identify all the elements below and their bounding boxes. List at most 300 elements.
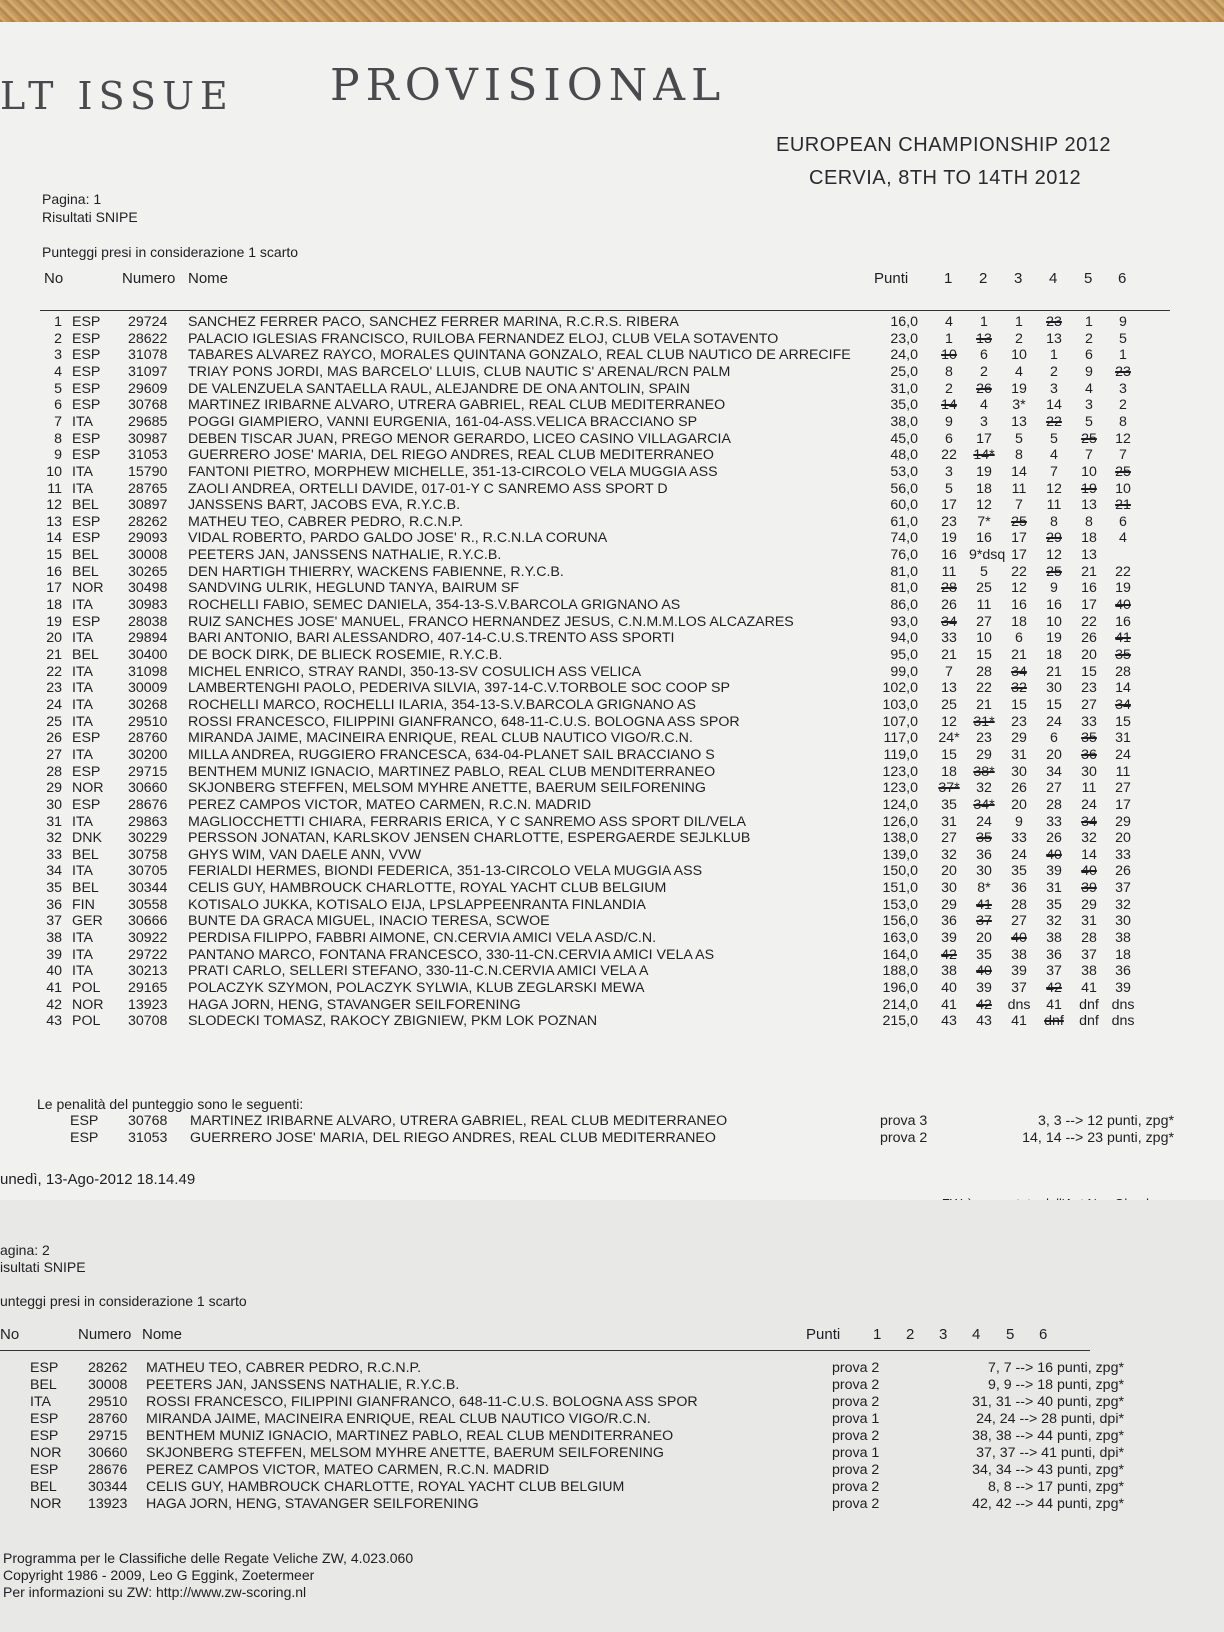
race-6-score: 9: [1119, 314, 1127, 330]
penalty-detail: 9, 9 --> 18 punti, zpg*: [987, 1377, 1124, 1393]
rank: 33: [46, 846, 62, 863]
sail-number: 30922: [128, 930, 168, 946]
race-3-score: 32: [1011, 680, 1027, 697]
total-points: 196,0: [882, 980, 918, 996]
race-1-score: 31: [941, 813, 957, 830]
nation: ITA: [72, 946, 94, 963]
header-punti: Punti: [874, 270, 909, 287]
total-points: 81,0: [890, 563, 918, 580]
nation: ITA: [72, 413, 94, 430]
header-r1: 1: [873, 1326, 882, 1343]
race-6-score: 38: [1115, 930, 1131, 946]
sail-number: 30008: [128, 547, 168, 564]
sail-number: 30768: [128, 397, 168, 414]
race-1-score: 42: [941, 946, 957, 963]
sail-number: 30268: [128, 697, 168, 713]
race-4-score: 2: [1050, 363, 1058, 380]
nation: ITA: [72, 697, 94, 713]
race-6-score: 16: [1115, 613, 1131, 630]
race-1-score: 6: [945, 430, 953, 447]
sail-number: 29724: [128, 314, 168, 330]
crew-club: SKJONBERG STEFFEN, MELSOM MYHRE ANETTE, BAERUM SEILFORENING: [146, 1445, 664, 1461]
penalty-detail: 24, 24 --> 28 punti, dpi*: [976, 1411, 1124, 1427]
race-2-score: 23: [976, 730, 992, 747]
sail-number: 30344: [128, 880, 168, 897]
race-1-score: 4: [945, 314, 953, 330]
penalty-detail: 8, 8 --> 17 punti, zpg*: [987, 1479, 1124, 1495]
nation: ESP: [72, 380, 101, 397]
race-2-score: 27: [976, 613, 992, 630]
race-6-score: 31: [1115, 730, 1131, 747]
race-1-score: 33: [941, 630, 957, 647]
total-points: 94,0: [890, 630, 918, 647]
header-r4: 4: [1049, 270, 1058, 287]
sail-number: 30400: [128, 647, 168, 663]
race-1-score: 12: [941, 713, 957, 730]
header-r6: 6: [1118, 270, 1127, 287]
race-3-score: 40: [1011, 930, 1027, 946]
sail-number: 30213: [128, 963, 168, 980]
rank: 38: [46, 930, 62, 946]
total-points: 48,0: [890, 447, 918, 464]
penalty-row: [0, 1377, 1224, 1394]
sail-number: 30344: [88, 1479, 128, 1495]
race-2-score: 24: [976, 813, 992, 830]
race-2-score: 20: [976, 930, 992, 946]
sail-number: 29510: [88, 1394, 128, 1410]
race-3-score: 36: [1011, 880, 1027, 897]
race-1-score: 9: [945, 413, 953, 430]
race-3-score: 10: [1011, 347, 1027, 364]
race-3-score: 28: [1011, 896, 1027, 913]
race-2-score: 32: [976, 780, 992, 797]
rank: 6: [54, 397, 62, 414]
sail-number: 29093: [128, 530, 168, 547]
rank: 40: [46, 963, 62, 980]
race-2-score: 26: [976, 380, 992, 397]
race-4-score: 9: [1050, 580, 1058, 597]
total-points: 16,0: [890, 314, 918, 330]
race-2-score: 21: [976, 697, 992, 713]
page-number: Pagina: 1: [42, 191, 102, 207]
sail-number: 30660: [88, 1445, 128, 1461]
nation: BEL: [72, 846, 99, 863]
race-1-score: 36: [941, 913, 957, 930]
total-points: 117,0: [883, 730, 918, 747]
race-4-score: 37: [1046, 963, 1062, 980]
nation: ITA: [72, 480, 94, 497]
race-5-score: 17: [1081, 597, 1097, 613]
race-6-score: 2: [1119, 397, 1127, 414]
crew-club: PANTANO MARCO, FONTANA FRANCESCO, 330-11-CN.CERVIA AMICI VELA AS: [188, 946, 715, 963]
race-6-score: 11: [1115, 763, 1131, 780]
race-1-score: 13: [941, 680, 957, 697]
race-5-score: 35: [1081, 730, 1097, 747]
total-points: 123,0: [882, 763, 918, 780]
crew-club: DEBEN TISCAR JUAN, PREGO MENOR GERARDO, LICEO CASINO VILLAGARCIA: [188, 430, 731, 447]
crew-club: SANDVING ULRIK, HEGLUND TANYA, BAIRUM SF: [188, 580, 520, 597]
rank: 42: [46, 996, 62, 1013]
race-3-score: 17: [1011, 547, 1027, 564]
race-label: prova 3: [880, 1113, 928, 1129]
penalty-detail: 38, 38 --> 44 punti, zpg*: [972, 1428, 1124, 1444]
rank: 41: [46, 980, 62, 996]
race-4-score: 4: [1050, 447, 1058, 464]
crew-club: MICHEL ENRICO, STRAY RANDI, 350-13-SV COSULICH ASS VELICA: [188, 663, 642, 680]
rank: 29: [46, 780, 62, 797]
results-sheet-page-2: [0, 1200, 1224, 1632]
race-6-score: 35: [1115, 647, 1131, 663]
race-5-score: 6: [1085, 347, 1093, 364]
crew-club: ZAOLI ANDREA, ORTELLI DAVIDE, 017-01-Y C SANREMO ASS SPORT D: [188, 480, 668, 497]
race-6-score: 14: [1115, 680, 1131, 697]
rank: 13: [46, 513, 62, 530]
race-1-score: 28: [941, 580, 957, 597]
race-3-score: 35: [1011, 863, 1027, 880]
crew-club: PERSSON JONATAN, KARLSKOV JENSEN CHARLOTTE, ESPERGAERDE SEJLKLUB: [188, 830, 751, 847]
race-4-score: 26: [1046, 830, 1062, 847]
sail-number: 30758: [128, 846, 168, 863]
total-points: 123,0: [882, 780, 918, 797]
penalty-row: [0, 1462, 1224, 1479]
race-1-score: 38: [941, 963, 957, 980]
crew-club: DEN HARTIGH THIERRY, WACKENS FABIENNE, R.Y.C.B.: [188, 563, 564, 580]
race-3-score: 7: [1015, 497, 1023, 514]
race-2-score: 17: [976, 430, 992, 447]
race-4-score: 24: [1046, 713, 1062, 730]
race-4-score: 8: [1050, 513, 1058, 530]
race-5-score: 24: [1081, 796, 1097, 813]
sail-number: 31053: [128, 1130, 168, 1146]
race-5-score: 5: [1085, 413, 1093, 430]
crew-club: KOTISALO JUKKA, KOTISALO EIJA, LPSLAPPEENRANTA FINLANDIA: [188, 896, 646, 913]
total-points: 93,0: [890, 613, 918, 630]
discard-note: Punteggi presi in considerazione 1 scarto: [42, 244, 299, 260]
race-6-score: 36: [1115, 963, 1131, 980]
race-1-score: 1: [945, 330, 953, 347]
sail-number: 30009: [128, 680, 168, 697]
race-2-score: 7*: [977, 513, 991, 530]
header-r2: 2: [906, 1326, 915, 1343]
race-5-score: 1: [1085, 314, 1093, 330]
total-points: 56,0: [890, 480, 918, 497]
nation: ITA: [72, 813, 94, 830]
nation: NOR: [72, 580, 104, 597]
race-6-score: 1: [1119, 347, 1127, 364]
crew-club: PRATI CARLO, SELLERI STEFANO, 330-11-C.N.CERVIA AMICI VELA A: [188, 963, 649, 980]
race-3-score: 4: [1015, 363, 1023, 380]
total-points: 214,0: [882, 996, 918, 1013]
race-3-score: dns: [1007, 996, 1031, 1013]
race-4-score: 38: [1046, 930, 1062, 946]
race-1-score: 29: [941, 896, 957, 913]
race-2-score: 15: [976, 647, 992, 663]
sail-number: 29609: [128, 380, 168, 397]
race-6-score: 26: [1115, 863, 1131, 880]
race-5-score: 21: [1081, 563, 1097, 580]
crew-club: PEREZ CAMPOS VICTOR, MATEO CARMEN, R.C.N. MADRID: [146, 1462, 550, 1478]
race-2-score: 13: [976, 330, 992, 347]
rank: 8: [54, 430, 62, 447]
race-2-score: 34*: [973, 796, 995, 813]
race-2-score: 22: [976, 680, 992, 697]
race-3-score: 1: [1015, 314, 1023, 330]
race-2-score: 5: [980, 563, 988, 580]
race-label: prova 2: [880, 1130, 928, 1146]
race-3-score: 34: [1011, 663, 1027, 680]
sail-number: 30708: [128, 1013, 168, 1030]
header-r5: 5: [1084, 270, 1093, 287]
race-5-score: 7: [1085, 447, 1093, 464]
total-points: 53,0: [890, 463, 918, 480]
total-points: 74,0: [890, 530, 918, 547]
print-date: unedì, 13-Ago-2012 18.14.49: [0, 1171, 196, 1188]
race-3-score: 6: [1015, 630, 1023, 647]
race-3-score: 29: [1011, 730, 1027, 747]
race-6-score: 33: [1115, 846, 1131, 863]
header-r2: 2: [979, 270, 988, 287]
nation: ESP: [72, 530, 101, 547]
race-label: prova 2: [832, 1496, 880, 1512]
race-5-score: 39: [1081, 880, 1097, 897]
footer-line-3: Per informazioni su ZW: http://www.zw-scoring.nl: [3, 1584, 307, 1600]
rank: 12: [46, 497, 62, 514]
race-3-score: 17: [1011, 530, 1027, 547]
sail-number: 30498: [128, 580, 168, 597]
race-2-score: 6: [980, 347, 988, 364]
rank: 37: [46, 913, 62, 930]
race-3-score: 8: [1015, 447, 1023, 464]
race-4-score: 27: [1046, 780, 1062, 797]
header-divider: [40, 310, 1170, 311]
total-points: 95,0: [890, 647, 918, 663]
race-3-score: 5: [1015, 430, 1023, 447]
rank: 21: [46, 647, 62, 663]
race-5-score: 31: [1081, 913, 1097, 930]
penalty-row: [0, 1496, 1224, 1513]
crew-club: GHYS WIM, VAN DAELE ANN, VVW: [188, 846, 422, 863]
rank: 7: [54, 413, 62, 430]
race-3-score: 23: [1011, 713, 1027, 730]
race-3-score: 3*: [1012, 397, 1026, 414]
total-points: 119,0: [883, 746, 918, 763]
total-points: 215,0: [882, 1013, 918, 1030]
nation: ESP: [30, 1411, 59, 1427]
rank: 24: [46, 697, 62, 713]
race-2-score: 36: [976, 846, 992, 863]
race-4-score: 41: [1046, 996, 1062, 1013]
race-4-score: 31: [1046, 880, 1062, 897]
penalty-row: [0, 1445, 1224, 1462]
race-label: prova 1: [832, 1445, 880, 1461]
rank: 31: [46, 813, 62, 830]
race-4-score: 23: [1046, 314, 1062, 330]
total-points: 139,0: [882, 846, 918, 863]
race-2-score: 41: [976, 896, 992, 913]
event-subtitle: CERVIA, 8TH TO 14TH 2012: [809, 167, 1082, 189]
race-2-score: 35: [976, 830, 992, 847]
race-4-score: 34: [1046, 763, 1062, 780]
race-6-score: 8: [1119, 413, 1127, 430]
race-4-score: 19: [1046, 630, 1062, 647]
rank: 18: [46, 597, 62, 613]
sail-number: 31078: [128, 347, 168, 364]
sail-number: 15790: [128, 463, 168, 480]
total-points: 153,0: [882, 896, 918, 913]
nation: ITA: [72, 963, 94, 980]
race-1-score: 27: [941, 830, 957, 847]
race-1-score: 19: [941, 530, 957, 547]
race-1-score: 41: [941, 996, 957, 1013]
nation: POL: [72, 1013, 101, 1030]
penalty-detail: 7, 7 --> 16 punti, zpg*: [987, 1360, 1124, 1376]
total-points: 156,0: [882, 913, 918, 930]
sail-number: 28262: [128, 513, 168, 530]
race-2-score: 8*: [977, 880, 991, 897]
penalty-row: [0, 1360, 1224, 1377]
race-3-score: 33: [1011, 830, 1027, 847]
nation: ESP: [30, 1462, 59, 1478]
race-1-score: 15: [941, 746, 957, 763]
total-points: 103,0: [882, 697, 918, 713]
total-points: 31,0: [890, 380, 918, 397]
nation: ITA: [72, 746, 94, 763]
race-5-score: 11: [1081, 780, 1097, 797]
race-5-score: 4: [1085, 380, 1093, 397]
penalty-row: [0, 1394, 1224, 1411]
race-6-score: 28: [1115, 663, 1131, 680]
race-4-score: 42: [1046, 980, 1062, 996]
race-2-score: 16: [976, 530, 992, 547]
race-4-score: 6: [1050, 730, 1058, 747]
crew-club: BENTHEM MUNIZ IGNACIO, MARTINEZ PABLO, REAL CLUB MENDITERRANEO: [146, 1428, 674, 1444]
nation: ESP: [72, 613, 101, 630]
header-r3: 3: [939, 1326, 948, 1343]
rank: 11: [47, 480, 62, 497]
race-1-score: 34: [941, 613, 957, 630]
race-1-score: 22: [941, 447, 957, 464]
race-3-score: 12: [1011, 580, 1027, 597]
nation: FIN: [72, 896, 95, 913]
total-points: 126,0: [882, 813, 918, 830]
race-6-score: 18: [1115, 946, 1131, 963]
rank: 36: [46, 896, 62, 913]
race-4-score: 36: [1046, 946, 1062, 963]
nation: BEL: [72, 647, 99, 663]
sail-number: 30987: [128, 430, 168, 447]
race-4-score: 28: [1046, 796, 1062, 813]
race-4-score: 25: [1046, 563, 1062, 580]
rank: 26: [46, 730, 62, 747]
race-2-score: 40: [976, 963, 992, 980]
race-2-score: 28: [976, 663, 992, 680]
crew-club: ROCHELLI FABIO, SEMEC DANIELA, 354-13-S.V.BARCOLA GRIGNANO AS: [188, 597, 681, 613]
race-4-score: 40: [1046, 846, 1062, 863]
race-1-score: 3: [945, 463, 953, 480]
crew-club: POLACZYK SZYMON, POLACZYK SYLWIA, KLUB ZEGLARSKI MEWA: [188, 980, 645, 996]
race-5-score: 36: [1081, 746, 1097, 763]
race-4-score: 3: [1050, 380, 1058, 397]
header-no: No: [0, 1326, 20, 1343]
race-1-score: 5: [945, 480, 953, 497]
crew-club: MARTINEZ IRIBARNE ALVARO, UTRERA GABRIEL, REAL CLUB MEDITERRANEO: [188, 397, 726, 414]
crew-club: ROCHELLI MARCO, ROCHELLI ILARIA, 354-13-S.V.BARCOLA GRIGNANO AS: [188, 697, 697, 713]
penalty-detail: 14, 14 --> 23 punti, zpg*: [1022, 1130, 1174, 1146]
rank: 34: [46, 863, 62, 880]
nation: ESP: [30, 1428, 59, 1444]
race-2-score: 11: [976, 597, 992, 613]
race-4-score: dnf: [1044, 1013, 1064, 1030]
race-label: prova 2: [832, 1479, 880, 1495]
race-5-score: 16: [1081, 580, 1097, 597]
race-1-score: 37*: [938, 780, 960, 797]
total-points: 24,0: [890, 347, 918, 364]
race-1-score: 21: [941, 647, 957, 663]
race-6-score: dns: [1111, 1013, 1135, 1030]
race-6-score: 24: [1115, 746, 1131, 763]
nation: NOR: [30, 1496, 62, 1512]
race-4-score: 1: [1050, 347, 1058, 364]
footer-line-1: Programma per le Classifiche delle Regate Veliche ZW, 4.023.060: [3, 1550, 414, 1566]
race-6-score: 34: [1115, 697, 1131, 713]
total-points: 102,0: [882, 680, 918, 697]
race-1-score: 8: [945, 363, 953, 380]
race-2-score: 10: [976, 630, 992, 647]
nation: BEL: [72, 547, 99, 564]
race-5-score: 30: [1081, 763, 1097, 780]
rank: 19: [46, 613, 62, 630]
race-5-score: 3: [1085, 397, 1093, 414]
crew-club: BENTHEM MUNIZ IGNACIO, MARTINEZ PABLO, REAL CLUB MENDITERRANEO: [188, 763, 716, 780]
crew-club: MIRANDA JAIME, MACINEIRA ENRIQUE, REAL CLUB NAUTICO VIGO/R.C.N.: [188, 730, 693, 747]
race-6-score: 22: [1115, 563, 1131, 580]
total-points: 150,0: [882, 863, 918, 880]
race-4-score: 32: [1046, 913, 1062, 930]
race-5-score: 9: [1085, 363, 1093, 380]
rank: 25: [46, 713, 62, 730]
race-1-score: 35: [941, 796, 957, 813]
race-4-score: 15: [1046, 697, 1062, 713]
crew-club: MAGLIOCCHETTI CHIARA, FERRARIS ERICA, Y C SANREMO ASS SPORT DIL/VELA: [188, 813, 746, 830]
rank: 4: [54, 363, 62, 380]
race-4-score: 33: [1046, 813, 1062, 830]
rank: 3: [54, 347, 62, 364]
race-6-score: 23: [1115, 363, 1131, 380]
race-4-score: 20: [1046, 746, 1062, 763]
race-5-score: dnf: [1079, 1013, 1099, 1030]
race-2-score: 12: [976, 497, 992, 514]
race-6-score: 32: [1115, 896, 1131, 913]
header-r4: 4: [972, 1326, 981, 1343]
nation: BEL: [30, 1479, 57, 1495]
crew-club: GUERRERO JOSE' MARIA, DEL RIEGO ANDRES, REAL CLUB MEDITERRANEO: [188, 447, 714, 464]
handwritten-note-provisional: PROVISIONAL: [330, 60, 727, 111]
race-6-score: 4: [1119, 530, 1127, 547]
race-3-score: 24: [1011, 846, 1027, 863]
crew-club: HAGA JORN, HENG, STAVANGER SEILFORENING: [146, 1496, 479, 1512]
race-1-score: 25: [941, 697, 957, 713]
race-5-score: 14: [1081, 846, 1097, 863]
sail-number: 31097: [128, 363, 168, 380]
rank: 32: [46, 830, 62, 847]
rank: 1: [54, 314, 62, 330]
nation: BEL: [30, 1377, 57, 1393]
race-6-score: 25: [1115, 463, 1131, 480]
race-1-score: 11: [941, 563, 957, 580]
rank: 43: [46, 1013, 62, 1030]
header-divider-2: [0, 1350, 1090, 1351]
race-6-score: 37: [1115, 880, 1131, 897]
